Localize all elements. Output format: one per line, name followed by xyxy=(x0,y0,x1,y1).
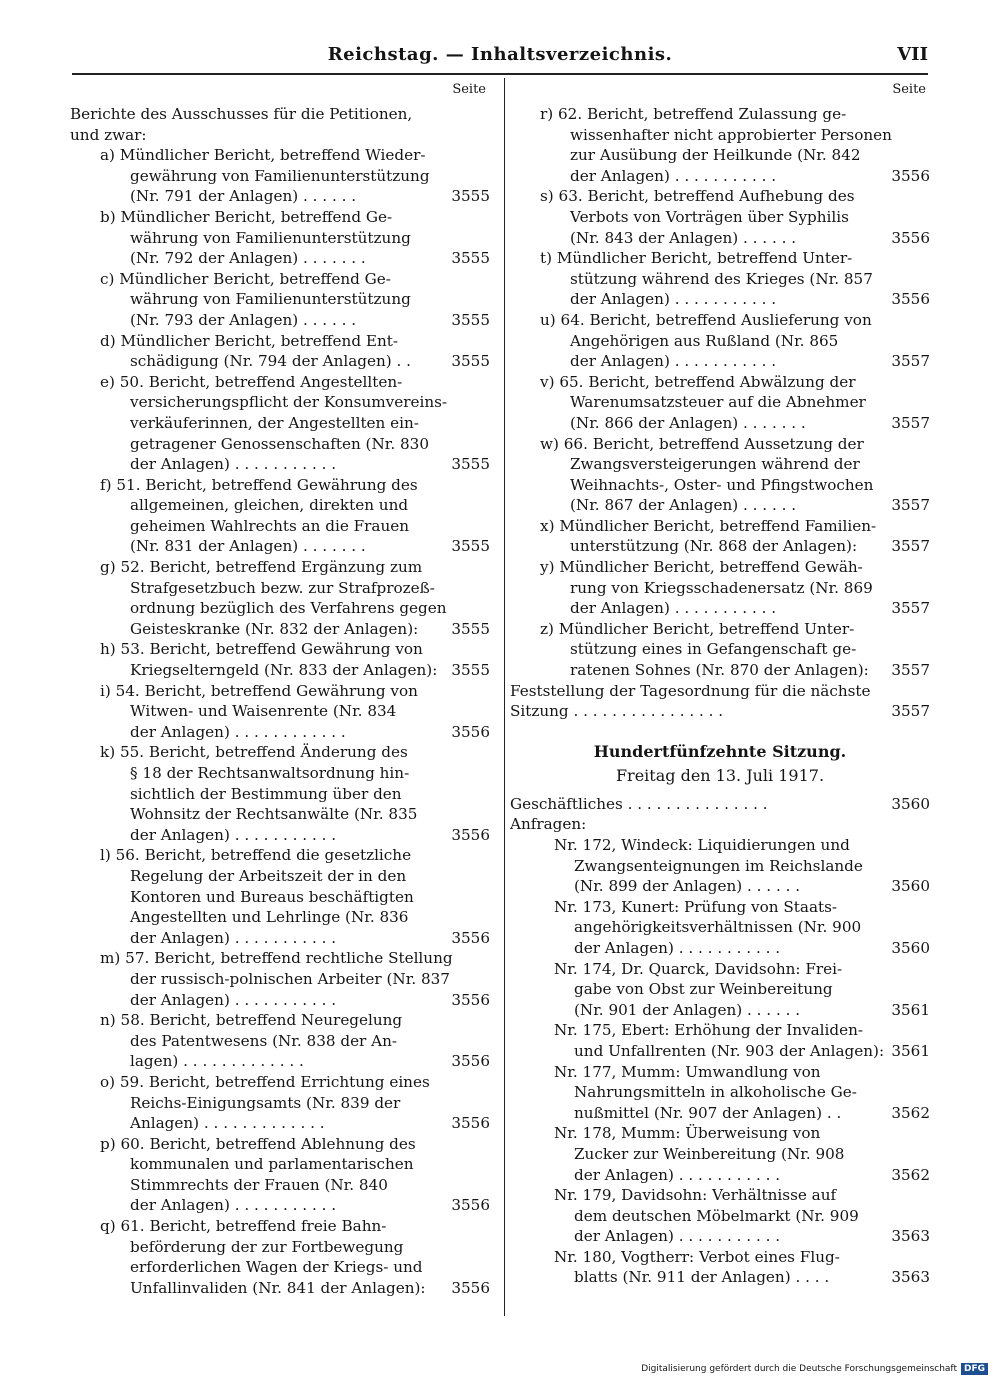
toc-line xyxy=(510,413,930,434)
page-column-label: Seite xyxy=(892,82,926,97)
toc-page-number: 3557 xyxy=(891,702,930,721)
toc-entry-text: Zwangsversteigerungen während der xyxy=(570,455,860,474)
toc-line xyxy=(510,959,930,980)
toc-entry-text: gewährung von Familienunterstützung xyxy=(130,166,430,185)
left-entries xyxy=(70,104,490,1298)
toc-entry-text: der russisch-polnischen Arbeiter (Nr. 837 xyxy=(130,969,450,988)
toc-line xyxy=(510,454,930,475)
toc-entry-text: Reichs-Einigungsamts (Nr. 839 der xyxy=(130,1093,401,1112)
column-divider xyxy=(504,78,505,1316)
toc-line xyxy=(70,372,490,393)
toc-line xyxy=(70,681,490,702)
toc-entry-text: der Anlagen) . . . . . . . . . . . xyxy=(570,599,777,618)
toc-line xyxy=(70,1134,490,1155)
toc-line xyxy=(70,598,490,619)
toc-line xyxy=(70,639,490,660)
toc-entry-text: b) Mündlicher Bericht, betreffend Ge- xyxy=(100,207,393,226)
toc-entry-text: Anlagen) . . . . . . . . . . . . . xyxy=(130,1114,325,1133)
toc-line xyxy=(70,722,490,743)
toc-line xyxy=(70,619,490,640)
toc-line xyxy=(70,928,490,949)
toc-line xyxy=(70,475,490,496)
toc-entry-text: stützung während des Krieges (Nr. 857 xyxy=(570,269,873,288)
toc-entry-text: (Nr. 792 der Anlagen) . . . . . . . xyxy=(130,249,366,268)
toc-entry-text: h) 53. Bericht, betreffend Gewährung von xyxy=(100,640,423,659)
toc-entry-text: des Patentwesens (Nr. 838 der An- xyxy=(130,1031,398,1050)
toc-entry-text: r) 62. Bericht, betreffend Zulassung ge- xyxy=(540,105,847,123)
toc-page-number: 3560 xyxy=(891,877,930,896)
toc-line xyxy=(510,639,930,660)
toc-line xyxy=(510,1123,930,1144)
toc-line xyxy=(70,1278,490,1299)
toc-line xyxy=(70,1031,490,1052)
toc-page-number: 3560 xyxy=(891,938,930,957)
toc-line xyxy=(70,228,490,249)
toc-entry-text: Nr. 173, Kunert: Prüfung von Staats- xyxy=(554,897,838,916)
toc-line xyxy=(70,907,490,928)
toc-entry-text: Feststellung der Tagesordnung für die nächste xyxy=(510,681,871,700)
toc-page-number: 3563 xyxy=(891,1268,930,1287)
toc-entry-text: zur Ausübung der Heilkunde (Nr. 842 xyxy=(570,146,861,165)
toc-entry-text: q) 61. Bericht, betreffend freie Bahn- xyxy=(100,1217,387,1236)
toc-line xyxy=(70,660,490,681)
toc-entry-text: t) Mündlicher Bericht, betreffend Unter- xyxy=(540,249,853,268)
toc-entry-text: m) 57. Bericht, betreffend rechtliche Stellung xyxy=(100,949,453,968)
toc-line xyxy=(510,598,930,619)
toc-line xyxy=(510,1267,930,1288)
toc-entry-text: f) 51. Bericht, betreffend Gewährung des xyxy=(100,475,418,494)
toc-line xyxy=(70,825,490,846)
toc-line xyxy=(70,331,490,352)
toc-entry-text: Nr. 175, Ebert: Erhöhung der Invaliden- xyxy=(554,1021,863,1040)
toc-entry-text: der Anlagen) . . . . . . . . . . . xyxy=(570,352,777,371)
toc-page-number: 3562 xyxy=(891,1103,930,1122)
toc-entry-text: währung von Familienunterstützung xyxy=(130,290,411,309)
toc-entry-text: y) Mündlicher Bericht, betreffend Gewäh- xyxy=(540,558,863,577)
toc-line xyxy=(510,186,930,207)
toc-entry-text: der Anlagen) . . . . . . . . . . . xyxy=(130,990,337,1009)
toc-entry-text: und zwar: xyxy=(70,125,147,144)
toc-page-number: 3555 xyxy=(451,619,490,638)
toc-entry-text: beförderung der zur Fortbewegung xyxy=(130,1237,404,1256)
toc-line xyxy=(70,289,490,310)
left-column xyxy=(70,82,490,1298)
toc-line xyxy=(70,1237,490,1258)
toc-entry-text: verkäuferinnen, der Angestellten ein- xyxy=(130,413,419,432)
toc-line xyxy=(510,660,930,681)
toc-entry-text: i) 54. Bericht, betreffend Gewährung von xyxy=(100,681,418,700)
toc-line xyxy=(70,248,490,269)
toc-line xyxy=(510,1247,930,1268)
toc-entry-text: Angestellten und Lehrlinge (Nr. 836 xyxy=(130,908,409,927)
toc-line xyxy=(510,938,930,959)
toc-line xyxy=(510,917,930,938)
toc-entry-text: wissenhafter nicht approbierter Personen xyxy=(570,125,892,144)
toc-line xyxy=(510,1020,930,1041)
toc-line xyxy=(510,331,930,352)
right-entries-bottom xyxy=(510,794,930,1288)
toc-line xyxy=(70,845,490,866)
toc-page-number: 3556 xyxy=(451,990,490,1009)
toc-line xyxy=(510,536,930,557)
toc-entry-text: unterstützung (Nr. 868 der Anlagen): xyxy=(570,537,858,556)
toc-entry-text: und Unfallrenten (Nr. 903 der Anlagen): xyxy=(574,1041,885,1060)
toc-line xyxy=(70,413,490,434)
toc-entry-text: p) 60. Bericht, betreffend Ablehnung des xyxy=(100,1134,416,1153)
toc-page-number: 3563 xyxy=(891,1227,930,1246)
footer xyxy=(641,1363,988,1375)
toc-entry-text: der Anlagen) . . . . . . . . . . . xyxy=(130,455,337,474)
toc-line xyxy=(70,392,490,413)
toc-entry-text: Kontoren und Bureaus beschäftigten xyxy=(130,887,414,906)
toc-line xyxy=(70,145,490,166)
toc-page-number: 3562 xyxy=(891,1165,930,1184)
toc-entry-text: n) 58. Bericht, betreffend Neuregelung xyxy=(100,1011,403,1030)
toc-entry-text: s) 63. Bericht, betreffend Aufhebung des xyxy=(540,187,855,206)
toc-page-number: 3556 xyxy=(891,290,930,309)
toc-entry-text: Geisteskranke (Nr. 832 der Anlagen): xyxy=(130,619,419,638)
toc-line xyxy=(70,166,490,187)
toc-line xyxy=(70,1010,490,1031)
toc-entry-text: schädigung (Nr. 794 der Anlagen) . . xyxy=(130,352,412,371)
header-rule xyxy=(72,73,928,75)
toc-line xyxy=(510,876,930,897)
toc-entry-text: Nr. 178, Mumm: Überweisung von xyxy=(554,1124,821,1143)
toc-page-number: 3556 xyxy=(451,722,490,741)
toc-entry-text: allgemeinen, gleichen, direkten und xyxy=(130,496,409,515)
toc-entry-text: der Anlagen) . . . . . . . . . . . xyxy=(570,166,777,185)
toc-line xyxy=(510,701,930,722)
toc-line xyxy=(510,495,930,516)
toc-entry-text: c) Mündlicher Bericht, betreffend Ge- xyxy=(100,269,391,288)
toc-line xyxy=(70,104,490,125)
toc-page-number: 3555 xyxy=(451,352,490,371)
toc-line xyxy=(510,835,930,856)
toc-line xyxy=(70,1093,490,1114)
toc-entry-text: Unfallinvaliden (Nr. 841 der Anlagen): xyxy=(130,1278,426,1297)
toc-entry-text: währung von Familienunterstützung xyxy=(130,228,411,247)
toc-line xyxy=(510,104,930,125)
toc-line xyxy=(70,516,490,537)
toc-line xyxy=(510,794,930,815)
page-number: VII xyxy=(897,44,928,65)
toc-entry-text: der Anlagen) . . . . . . . . . . . . xyxy=(130,722,346,741)
toc-line xyxy=(70,351,490,372)
toc-entry-text: der Anlagen) . . . . . . . . . . . xyxy=(574,1227,781,1246)
toc-line xyxy=(70,269,490,290)
toc-line xyxy=(510,814,930,835)
toc-line xyxy=(70,804,490,825)
toc-entry-text: stützung eines in Gefangenschaft ge- xyxy=(570,640,857,659)
toc-entry-text: Kriegselterngeld (Nr. 833 der Anlagen): xyxy=(130,661,438,680)
toc-page-number: 3556 xyxy=(451,1196,490,1215)
toc-page-number: 3557 xyxy=(891,537,930,556)
toc-page-number: 3561 xyxy=(891,1000,930,1019)
toc-page-number: 3556 xyxy=(451,1114,490,1133)
toc-page-number: 3556 xyxy=(451,1052,490,1071)
toc-line xyxy=(510,1103,930,1124)
toc-entry-text: lagen) . . . . . . . . . . . . . xyxy=(130,1052,304,1071)
toc-line xyxy=(70,125,490,146)
toc-line xyxy=(510,1041,930,1062)
toc-page-number: 3555 xyxy=(451,249,490,268)
toc-line xyxy=(70,1216,490,1237)
toc-entry-text: erforderlichen Wagen der Kriegs- und xyxy=(130,1258,423,1277)
toc-page-number: 3557 xyxy=(891,661,930,680)
toc-entry-text: Nahrungsmitteln in alkoholische Ge- xyxy=(574,1083,857,1102)
toc-entry-text: a) Mündlicher Bericht, betreffend Wieder- xyxy=(100,146,426,165)
toc-entry-text: v) 65. Bericht, betreffend Abwälzung der xyxy=(540,372,856,391)
session-heading: Hundertfünfzehnte Sitzung. xyxy=(593,741,847,761)
toc-line xyxy=(510,557,930,578)
toc-entry-text: Geschäftliches . . . . . . . . . . . . . . . xyxy=(510,794,768,813)
toc-entry-text: l) 56. Bericht, betreffend die gesetzliche xyxy=(100,846,412,865)
toc-entry-text: x) Mündlicher Bericht, betreffend Familien- xyxy=(540,516,877,535)
page-header xyxy=(72,44,928,72)
toc-entry-text: Nr. 177, Mumm: Umwandlung von xyxy=(554,1062,821,1081)
toc-entry-text: Nr. 174, Dr. Quarck, Davidsohn: Frei- xyxy=(554,959,843,978)
toc-entry-text: Warenumsatzsteuer auf die Abnehmer xyxy=(570,393,866,412)
right-column xyxy=(510,82,930,1288)
toc-entry-text: z) Mündlicher Bericht, betreffend Unter- xyxy=(540,619,855,638)
toc-page-number: 3556 xyxy=(891,166,930,185)
toc-entry-text: o) 59. Bericht, betreffend Errichtung eines xyxy=(100,1072,430,1091)
toc-entry-text: getragener Genossenschaften (Nr. 830 xyxy=(130,434,430,453)
toc-entry-text: Witwen- und Waisenrente (Nr. 834 xyxy=(130,702,397,721)
toc-entry-text: (Nr. 791 der Anlagen) . . . . . . xyxy=(130,187,357,206)
toc-entry-text: k) 55. Bericht, betreffend Änderung des xyxy=(100,743,408,762)
toc-page-number: 3557 xyxy=(891,496,930,515)
spacer xyxy=(510,722,930,740)
toc-entry-text: Stimmrechts der Frauen (Nr. 840 xyxy=(130,1175,388,1194)
toc-line xyxy=(510,125,930,146)
toc-line xyxy=(70,434,490,455)
toc-page-number: 3560 xyxy=(891,794,930,813)
toc-entry-text: Nr. 180, Vogtherr: Verbot eines Flug- xyxy=(554,1247,840,1266)
toc-entry-text: angehörigkeitsverhältnissen (Nr. 900 xyxy=(574,918,862,937)
page-column-label: Seite xyxy=(452,82,486,97)
toc-line xyxy=(510,1000,930,1021)
toc-line xyxy=(70,742,490,763)
toc-entry-text: e) 50. Bericht, betreffend Angestellten- xyxy=(100,372,403,391)
toc-page-number: 3556 xyxy=(451,1278,490,1297)
toc-entry-text: blatts (Nr. 911 der Anlagen) . . . . xyxy=(574,1268,830,1287)
toc-entry-text: (Nr. 831 der Anlagen) . . . . . . . xyxy=(130,537,366,556)
toc-entry-text: Angehörigen aus Rußland (Nr. 865 xyxy=(570,331,839,350)
toc-entry-text: sichtlich der Bestimmung über den xyxy=(130,784,402,803)
toc-line xyxy=(70,1154,490,1175)
toc-line xyxy=(70,1113,490,1134)
toc-line xyxy=(510,289,930,310)
toc-page-number: 3555 xyxy=(451,537,490,556)
toc-page-number: 3555 xyxy=(451,661,490,680)
toc-entry-text: Wohnsitz der Rechtsanwälte (Nr. 835 xyxy=(130,805,418,824)
toc-line xyxy=(510,145,930,166)
toc-line xyxy=(510,897,930,918)
digitization-credit: Digitalisierung gefördert durch die Deutsche Forschungsgemeinschaft xyxy=(641,1364,957,1374)
session-date: Freitag den 13. Juli 1917. xyxy=(615,765,825,785)
toc-entry-text: Weihnachts-, Oster- und Pfingstwochen xyxy=(570,475,874,494)
toc-entry-text: Berichte des Ausschusses für die Petitionen, xyxy=(70,105,413,123)
toc-entry-text: (Nr. 901 der Anlagen) . . . . . . xyxy=(574,1000,801,1019)
toc-entry-text: Nr. 179, Davidsohn: Verhältnisse auf xyxy=(554,1186,837,1205)
toc-entry-text: u) 64. Bericht, betreffend Auslieferung von xyxy=(540,310,872,329)
toc-entry-text: Strafgesetzbuch bezw. zur Strafprozeß- xyxy=(130,578,435,597)
toc-entry-text: versicherungspflicht der Konsumvereins- xyxy=(130,393,448,412)
toc-line xyxy=(510,228,930,249)
toc-entry-text: geheimen Wahlrechts an die Frauen xyxy=(130,516,410,535)
toc-entry-text: der Anlagen) . . . . . . . . . . . xyxy=(574,1165,781,1184)
toc-entry-text: (Nr. 793 der Anlagen) . . . . . . xyxy=(130,310,357,329)
toc-line xyxy=(70,1257,490,1278)
toc-line xyxy=(510,1185,930,1206)
toc-entry-text: (Nr. 899 der Anlagen) . . . . . . xyxy=(574,877,801,896)
toc-line xyxy=(70,578,490,599)
toc-page-number: 3557 xyxy=(891,352,930,371)
toc-line xyxy=(70,1195,490,1216)
toc-line xyxy=(510,578,930,599)
toc-line xyxy=(70,969,490,990)
toc-line xyxy=(510,1144,930,1165)
toc-line xyxy=(70,948,490,969)
toc-entry-text: der Anlagen) . . . . . . . . . . . xyxy=(130,928,337,947)
toc-line xyxy=(510,310,930,331)
toc-page-number: 3556 xyxy=(451,928,490,947)
toc-line xyxy=(510,516,930,537)
toc-line xyxy=(70,784,490,805)
toc-page-number: 3557 xyxy=(891,413,930,432)
toc-entry-text: ratenen Sohnes (Nr. 870 der Anlagen): xyxy=(570,661,869,680)
dfg-logo: DFG xyxy=(961,1363,988,1375)
toc-line xyxy=(510,392,930,413)
toc-entry-text: Regelung der Arbeitszeit der in den xyxy=(130,866,407,885)
toc-entry-text: § 18 der Rechtsanwaltsordnung hin- xyxy=(130,764,410,782)
toc-entry-text: (Nr. 867 der Anlagen) . . . . . . xyxy=(570,496,797,515)
toc-entry-text: w) 66. Bericht, betreffend Aussetzung der xyxy=(540,434,864,453)
toc-entry-text: (Nr. 866 der Anlagen) . . . . . . . xyxy=(570,413,806,432)
toc-line xyxy=(510,475,930,496)
toc-line xyxy=(70,701,490,722)
toc-line xyxy=(70,887,490,908)
toc-line xyxy=(510,166,930,187)
toc-line xyxy=(510,248,930,269)
toc-line xyxy=(70,495,490,516)
toc-line xyxy=(70,1175,490,1196)
toc-line xyxy=(70,454,490,475)
toc-line xyxy=(510,1206,930,1227)
toc-entry-text: Zwangsenteignungen im Reichslande xyxy=(574,856,863,875)
toc-line xyxy=(510,619,930,640)
toc-line xyxy=(510,1082,930,1103)
toc-entry-text: Nr. 172, Windeck: Liquidierungen und xyxy=(554,836,850,854)
toc-entry-text: der Anlagen) . . . . . . . . . . . xyxy=(574,938,781,957)
toc-page-number: 3555 xyxy=(451,455,490,474)
toc-entry-text: kommunalen und parlamentarischen xyxy=(130,1155,414,1174)
toc-page-number: 3555 xyxy=(451,310,490,329)
toc-entry-text: der Anlagen) . . . . . . . . . . . xyxy=(570,290,777,309)
toc-line xyxy=(70,207,490,228)
toc-line xyxy=(70,1051,490,1072)
toc-page-number: 3557 xyxy=(891,599,930,618)
toc-entry-text: d) Mündlicher Bericht, betreffend Ent- xyxy=(100,331,398,350)
right-entries-top xyxy=(510,104,930,722)
toc-line xyxy=(510,269,930,290)
toc-line xyxy=(510,1165,930,1186)
toc-entry-text: gabe von Obst zur Weinbereitung xyxy=(574,980,833,999)
running-title: Reichstag. — Inhaltsverzeichnis. xyxy=(327,44,673,65)
toc-line xyxy=(510,1062,930,1083)
toc-entry-text: Verbots von Vorträgen über Syphilis xyxy=(570,207,849,226)
toc-line xyxy=(70,186,490,207)
toc-page-number: 3556 xyxy=(891,228,930,247)
toc-entry-text: Sitzung . . . . . . . . . . . . . . . . xyxy=(510,702,724,721)
toc-entry-text: (Nr. 843 der Anlagen) . . . . . . xyxy=(570,228,797,247)
toc-entry-text: Zucker zur Weinbereitung (Nr. 908 xyxy=(574,1144,845,1163)
toc-line xyxy=(510,1226,930,1247)
toc-line xyxy=(70,310,490,331)
toc-entry-text: der Anlagen) . . . . . . . . . . . xyxy=(130,825,337,844)
toc-entry-text: g) 52. Bericht, betreffend Ergänzung zum xyxy=(100,558,423,577)
toc-page-number: 3561 xyxy=(891,1041,930,1060)
toc-entry-text: der Anlagen) . . . . . . . . . . . xyxy=(130,1196,337,1215)
toc-entry-text: dem deutschen Möbelmarkt (Nr. 909 xyxy=(574,1206,859,1225)
toc-line xyxy=(510,434,930,455)
toc-line xyxy=(70,990,490,1011)
toc-entry-text: nußmittel (Nr. 907 der Anlagen) . . xyxy=(574,1103,842,1122)
toc-page-number: 3556 xyxy=(451,825,490,844)
toc-line xyxy=(510,681,930,702)
toc-line xyxy=(510,372,930,393)
toc-line xyxy=(510,351,930,372)
toc-entry-text: rung von Kriegsschadenersatz (Nr. 869 xyxy=(570,578,873,597)
toc-line xyxy=(70,763,490,784)
toc-line xyxy=(70,536,490,557)
toc-entry-text: Anfragen: xyxy=(510,815,587,834)
toc-line xyxy=(70,1072,490,1093)
toc-line xyxy=(510,979,930,1000)
toc-line xyxy=(510,207,930,228)
toc-page-number: 3555 xyxy=(451,187,490,206)
toc-line xyxy=(70,866,490,887)
toc-line xyxy=(510,856,930,877)
toc-line xyxy=(70,557,490,578)
toc-entry-text: ordnung bezüglich des Verfahrens gegen xyxy=(130,599,447,618)
